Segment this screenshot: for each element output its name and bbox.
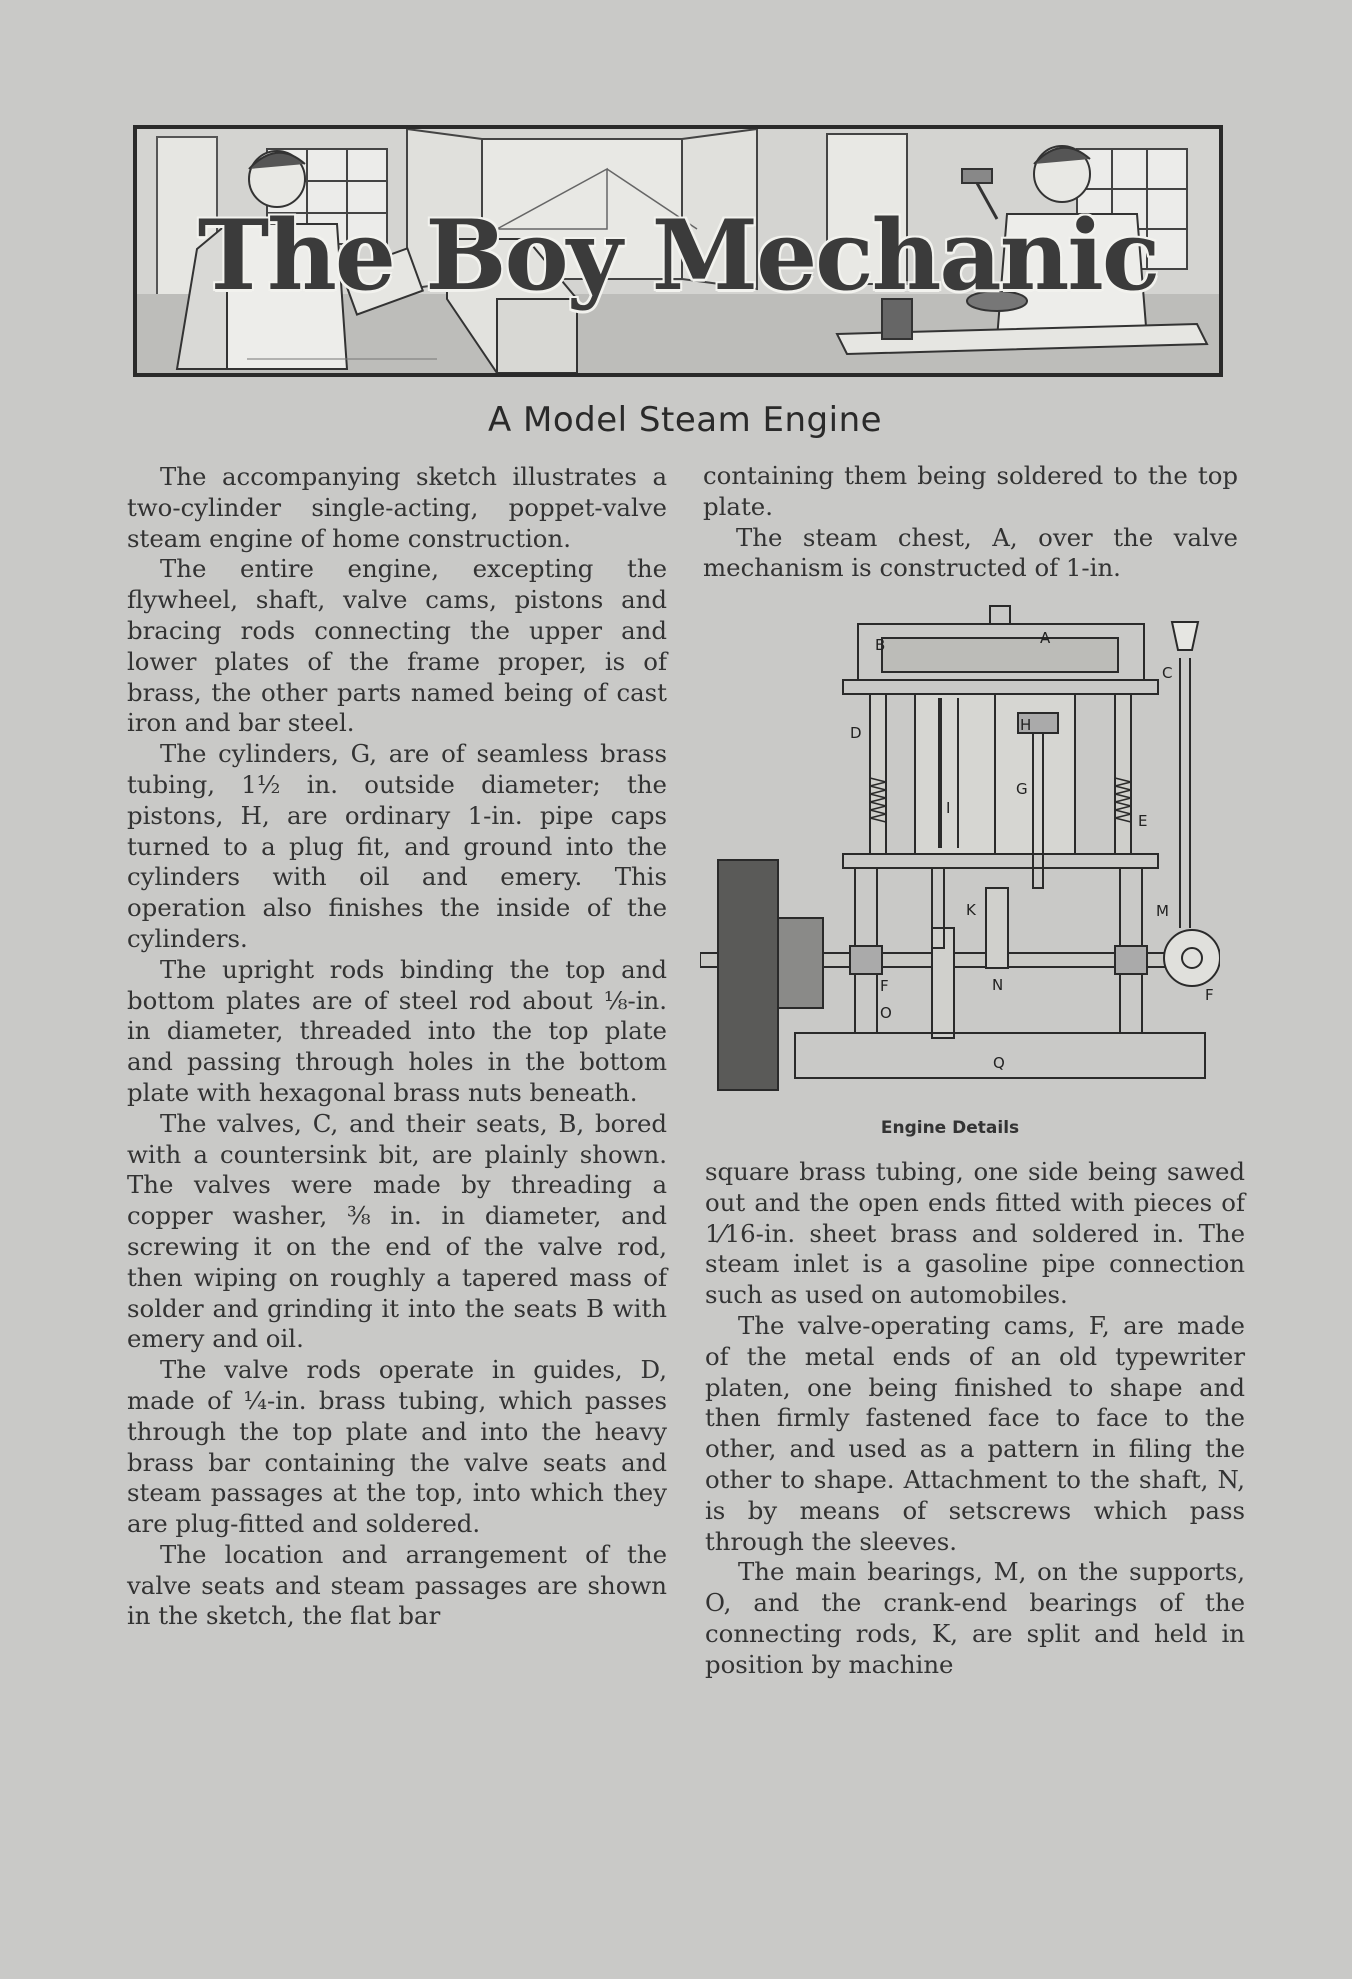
paragraph: The upright rods binding the top and bottom plates are of steel rod about ⅛-in. in diameter, threaded into the top plate and passing through holes in the bottom plate with hexagonal brass nuts beneath. [127, 954, 667, 1107]
paragraph: The location and arrangement of the valve seats and steam passages are shown in the sketch, the flat bar [127, 1539, 667, 1631]
label-h: H [1020, 716, 1032, 734]
label-e: E [1138, 812, 1148, 830]
label-m: M [1156, 902, 1169, 920]
label-o: O [880, 1004, 892, 1022]
paragraph: containing them being soldered to the top plate. [703, 461, 1238, 521]
paragraph: The valve rods operate in guides, D, made of ¼-in. brass tubing, which passes through the top plate and into the heavy brass bar containing the valve seats and steam passages at the top, into which they are plug-fitted and soldered. [127, 1355, 667, 1539]
engine-details-drawing [700, 598, 1220, 1113]
paragraph: The accompanying sketch illustrates a two-cylinder single-acting, poppet-valve steam engine of home construction. [127, 462, 667, 553]
article-title: A Model Steam Engine [487, 400, 883, 440]
paragraph: The entire engine, excepting the flywheel, shaft, valve cams, pistons and bracing rods connecting the upper and lower plates of the frame proper, is of brass, the other parts named being of cast iron and bar steel. [127, 554, 667, 738]
label-g: G [1016, 780, 1028, 798]
label-k: K [966, 901, 976, 919]
header-banner [133, 125, 1223, 377]
paragraph: The steam chest, A, over the valve mechanism is constructed of 1-in. [703, 522, 1238, 583]
engine-figure [700, 598, 1220, 1138]
label-f-left: F [880, 977, 889, 995]
paragraph: The main bearings, M, on the supports, O, and the crank-end bearings of the connecting rods, K, are split and held in position by machine [705, 1557, 1245, 1679]
label-q: Q [993, 1054, 1005, 1072]
label-b: B [875, 636, 886, 654]
label-f-right: F [1205, 986, 1214, 1004]
paragraph: The cylinders, G, are of seamless brass tubing, 1½ in. outside diameter; the pistons, H, are ordinary 1-in. pipe caps turned to a plug fit, and ground into the cylinders with oil and emery. This operation also finishes the inside of the cylinders. [127, 739, 667, 953]
right-column-top [703, 461, 1238, 584]
label-n: N [992, 976, 1004, 994]
label-c: C [1162, 664, 1173, 682]
banner-title: The Boy Mechanic [197, 199, 1159, 312]
label-a: A [1040, 629, 1051, 647]
paragraph: square brass tubing, one side being sawed out and the open ends fitted with pieces of 1⁄16-in. sheet brass and soldered in. The steam inlet is a gasoline pipe connection such as used on automobiles. [705, 1157, 1245, 1310]
paragraph: The valves, C, and their seats, B, bored with a countersink bit, are plainly shown. The valves were made by threading a copper washer, ⅜ in. in diameter, and screwing it on the end of the valve rod, then wiping on roughly a tapered mass of solder and grinding it into the seats B with emery and oil. [127, 1108, 667, 1354]
right-column-bottom [705, 1157, 1245, 1681]
label-d: D [850, 724, 862, 742]
label-i: I [946, 799, 951, 817]
figure-caption: Engine Details [880, 1118, 1020, 1138]
left-column [127, 462, 667, 1632]
paragraph: The valve-operating cams, F, are made of the metal ends of an old typewriter platen, one being finished to shape and then firmly fastened face to face to the other, and used as a pattern in filing the other to shape. Attachment to the shaft, N, is by means of setscrews which pass through the sleeves. [705, 1310, 1245, 1556]
